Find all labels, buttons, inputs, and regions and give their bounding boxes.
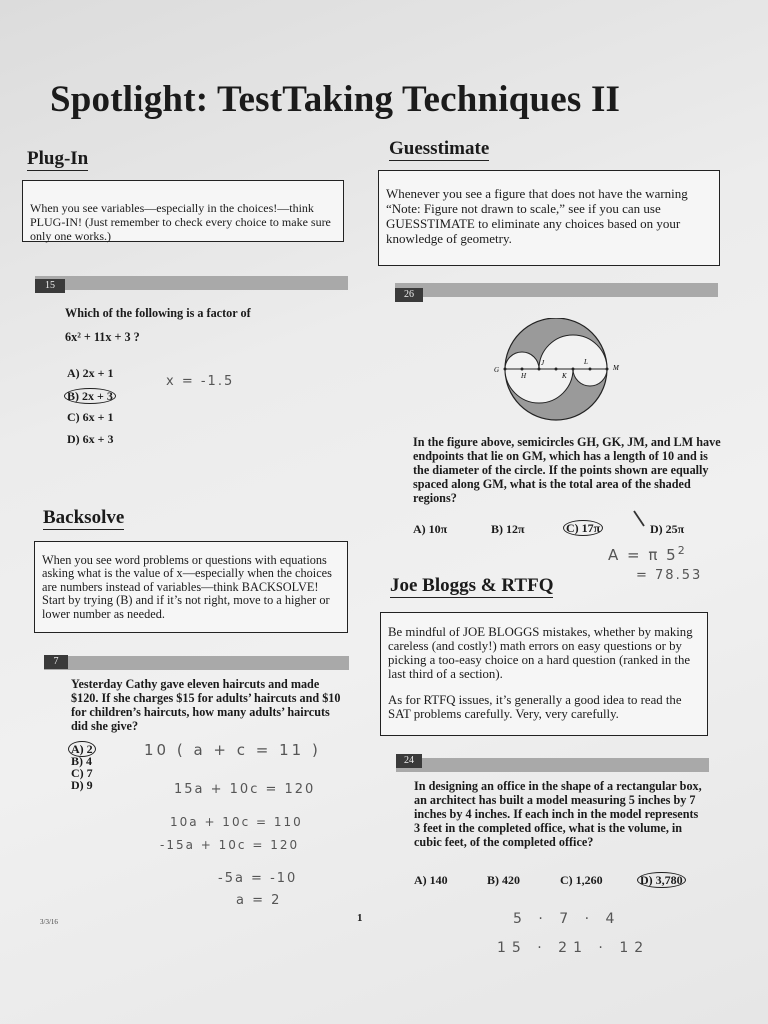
q15-bar — [35, 276, 348, 290]
footer-date: 3/3/16 — [40, 918, 58, 926]
q7-hw-line-5: -5a = -10 — [218, 871, 298, 886]
q26-bar — [395, 283, 718, 297]
q7-option-b: B) 4 — [71, 754, 92, 768]
q26-question: In the figure above, semicircles GH, GK, JM, and LM have endpoints that lie on GM, which has a length of 10 and is the diameter of the circle. If the points shown are equally spaced along GM, what is the total area of the shaded regions? — [413, 435, 721, 505]
q7-bar — [44, 656, 349, 670]
q15-number: 15 — [35, 279, 65, 293]
q26-label-m: M — [613, 364, 619, 372]
joe-heading: Joe Bloggs & RTFQ — [390, 575, 554, 596]
guess-heading: Guesstimate — [389, 138, 490, 159]
q7-hw-line-2: 15a + 10c = 120 — [174, 782, 316, 797]
joe-text-1: Be mindful of JOE BLOGGS mistakes, whether by making careless (and costly!) math errors on easy questions or by picking a too-easy choice on a hard question (ranked in the last third of a section). — [388, 625, 693, 681]
q26-label-j: J — [541, 359, 545, 367]
q7-option-a-label: A) 2 — [68, 741, 96, 757]
q7-hw-line-6: a = 2 — [236, 893, 282, 908]
q26-handwriting-area: A = π 5 — [608, 546, 678, 564]
q26-option-c — [566, 520, 603, 536]
joe-box — [380, 612, 708, 736]
q7-hw-line-3: 10a + 10c = 110 — [170, 815, 303, 829]
q24-hw-line-2: 15 · 21 · 12 — [497, 940, 650, 956]
q24-number: 24 — [396, 754, 422, 768]
q24-bar — [396, 758, 709, 772]
q15-handwriting: x = -1.5 — [166, 374, 235, 389]
plugin-text: When you see variables—especially in the choices!—think PLUG-IN! (Just remember to check every choice to make sure only one works.) — [30, 201, 331, 243]
q26-label-k: K — [562, 372, 567, 380]
q7-option-d: D) 9 — [71, 778, 93, 792]
guess-box — [378, 170, 720, 266]
q24-question: In designing an office in the shape of a rectangular box, an architect has built a model measuring 5 inches by 7 inches by 4 inches. If each inch in the model represents 3 feet in the completed office, what is the volume, in cubic feet, of the completed office? — [414, 779, 702, 849]
q15-expression: 6x² + 11x + 3 ? — [65, 330, 140, 344]
q7-question: Yesterday Cathy gave eleven haircuts and made $120. If she charges $15 for adults’ haircuts and $10 for children’s haircuts, how many adults’ haircuts did she give? — [71, 677, 341, 733]
q24-option-c: C) 1,260 — [560, 873, 603, 887]
q26-handwriting-exponent: 2 — [677, 544, 687, 557]
guess-text: Whenever you see a figure that does not have the warning “Note: Figure not drawn to scale,” see if you can use GUESSTIMATE to eliminate any choices based on your knowledge of geometry. — [386, 186, 688, 246]
q26-label-l: L — [584, 358, 588, 366]
q15-option-b — [67, 388, 116, 404]
joe-text-2: As for RTFQ issues, it’s generally a good idea to read the SAT problems carefully. Very, very carefully. — [388, 693, 682, 721]
backsolve-text: When you see word problems or questions with equations asking what is the value of x—especially when the choices are numbers instead of variables—think BACKSOLVE! Start by trying (B) and if it’s not right, move to a higher or lower number as needed. — [42, 553, 332, 621]
page-title: Spotlight: TestTaking Techniques II — [50, 79, 621, 120]
backsolve-heading: Backsolve — [43, 507, 125, 528]
plugin-box — [22, 180, 344, 242]
q24-option-a: A) 140 — [414, 873, 448, 887]
q7-number: 7 — [44, 655, 68, 669]
q15-option-b-label: B) 2x + 3 — [64, 388, 116, 404]
q26-label-g: G — [494, 366, 500, 374]
q24-option-b: B) 420 — [487, 873, 520, 887]
q15-option-a: A) 2x + 1 — [67, 366, 114, 380]
q26-number: 26 — [395, 288, 423, 302]
q26-option-a: A) 10π — [413, 522, 448, 536]
q26-option-c-label: C) 17π — [563, 520, 603, 536]
q7-option-c: C) 7 — [71, 766, 93, 780]
q15-option-c: C) 6x + 1 — [67, 410, 114, 424]
q7-hw-line-1: 10 ( a + c = 11 ) — [144, 741, 321, 759]
plugin-heading: Plug-In — [27, 148, 89, 169]
q7-hw-line-4: -15a + 10c = 120 — [160, 838, 300, 852]
q24-hw-line-1: 5 · 7 · 4 — [513, 911, 621, 927]
backsolve-box — [34, 541, 348, 633]
q15-question: Which of the following is a factor of — [65, 306, 251, 320]
q15-option-d: D) 6x + 3 — [67, 432, 114, 446]
q24-option-d-label: D) 3,780 — [637, 872, 686, 888]
q26-label-h: H — [521, 372, 527, 380]
q26-handwriting-2: = 78.53 — [636, 568, 703, 583]
q26-figure — [488, 318, 624, 430]
q26-handwriting-1 — [608, 544, 687, 564]
q24-option-d — [640, 872, 686, 888]
footer-page-number: 1 — [357, 912, 363, 924]
q26-check-mark — [632, 509, 650, 529]
q26-option-d: D) 25π — [650, 522, 685, 536]
q26-option-b: B) 12π — [491, 522, 525, 536]
